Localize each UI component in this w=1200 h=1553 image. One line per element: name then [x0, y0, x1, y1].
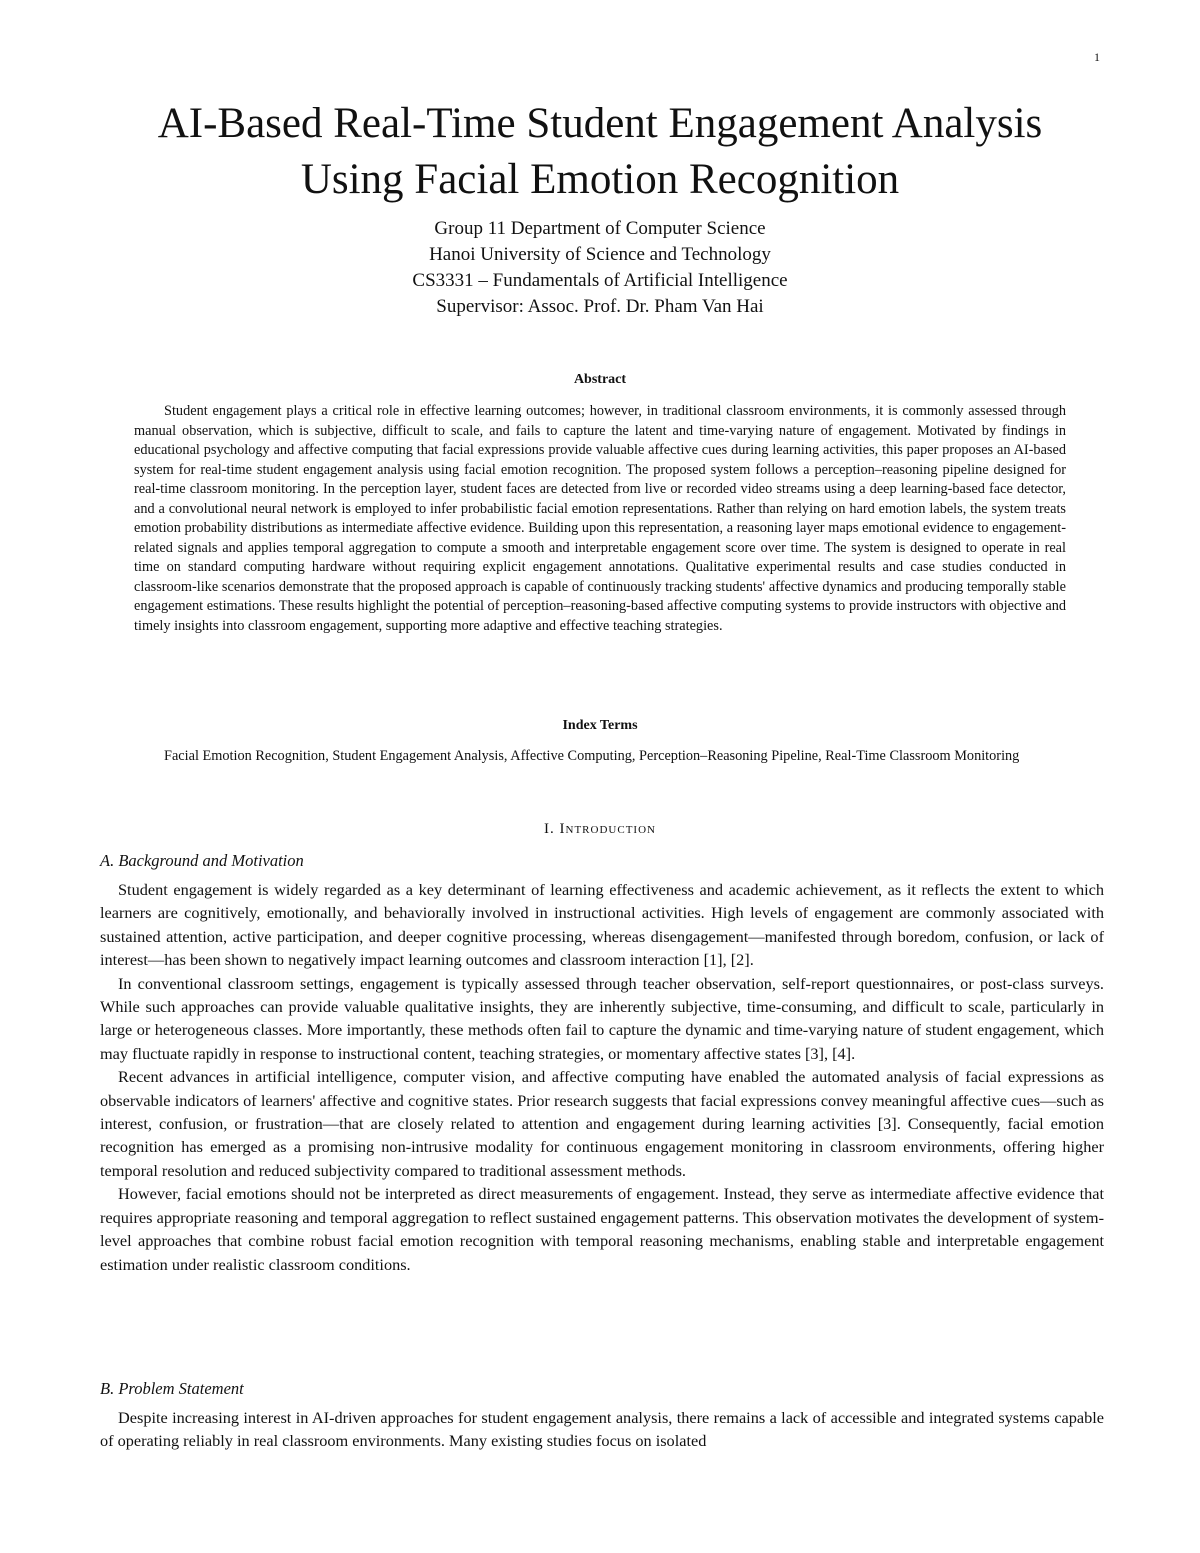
body-paragraph: Recent advances in artificial intelligence, computer vision, and affective computing have enabled the automated analysis of facial expressions as observable indicators of learners' affective and cognitive states. Prior research suggests that facial expressions convey meaningful affective cues—such as interest, confusion, or frustration—that are closely related to attention and engagement during learning activities [3]. Consequently, facial emotion recognition has emerged as a promising non-intrusive modality for continuous engagement monitoring in classroom environments, offering higher temporal resolution and reduced subjectivity compared to traditional assessment methods. [100, 1067, 1104, 1180]
body-paragraph: However, facial emotions should not be interpreted as direct measurements of engagement. Instead, they serve as intermediate affective evidence that requires appropriate reasoning and temporal aggregation to reflect sustained engagement patterns. This observation motivates the development of system-level approaches that combine robust facial emotion recognition with temporal reasoning mechanisms, enabling stable and interpretable engagement estimation under realistic classroom conditions. [100, 1184, 1104, 1274]
index-terms-text: Facial Emotion Recognition, Student Engagement Analysis, Affective Computing, Perception–Reasoning Pipeline, Real-Time Classroom Monitoring [164, 748, 1020, 764]
body-paragraph: Student engagement is widely regarded as a key determinant of learning effectiveness and academic achievement, as it reflects the extent to which learners are cognitively, emotionally, and behaviorally involved in instructional activities. High levels of engagement are commonly associated with sustained attention, active participation, and deeper cognitive processing, whereas disengagement—manifested through boredom, confusion, or lack of interest—has been shown to negatively impact learning outcomes and classroom interaction [1], [2]. [100, 880, 1104, 970]
background-body [100, 878, 1104, 1276]
author-group: Group 11 Department of Computer Science [434, 218, 766, 239]
author-supervisor: Supervisor: Assoc. Prof. Dr. Pham Van Hai [436, 296, 764, 317]
subsection-heading-problem-statement: B. Problem Statement [100, 1379, 244, 1398]
subsection-heading-background: A. Background and Motivation [100, 851, 304, 870]
body-paragraph: Despite increasing interest in AI-driven approaches for student engagement analysis, there remains a lack of accessible and integrated systems capable of operating reliably in real classroom environments. Many existing studies focus on isolated [100, 1408, 1104, 1451]
problem-statement-body [100, 1406, 1104, 1453]
body-paragraph: In conventional classroom settings, engagement is typically assessed through teacher observation, self-report questionnaires, or post-class surveys. While such approaches can provide valuable qualitative insights, they are inherently subjective, time-consuming, and difficult to scale, particularly in large or heterogeneous classes. More importantly, these methods often fail to capture the dynamic and time-varying nature of student engagement, which may fluctuate rapidly in response to instructional content, teaching strategies, or momentary affective states [3], [4]. [100, 973, 1104, 1063]
paper-title-line-1: AI-Based Real-Time Student Engagement Analysis [157, 100, 1043, 147]
paper-title-line-2: Using Facial Emotion Recognition [300, 156, 900, 203]
author-university: Hanoi University of Science and Technology [429, 244, 771, 265]
index-terms-heading: Index Terms [562, 718, 638, 733]
section-heading-introduction: I. Introduction [544, 821, 656, 837]
author-block [100, 216, 1100, 320]
abstract-heading: Abstract [573, 372, 627, 387]
author-course: CS3331 – Fundamentals of Artificial Intelligence [412, 270, 788, 291]
paper-title [60, 96, 1140, 208]
abstract-text: Student engagement plays a critical role in effective learning outcomes; however, in traditional classroom environments, it is commonly assessed through manual observation, which is subjective, difficult to scale, and fails to capture the latent and time-varying nature of engagement. Motivated by findings in educational psychology and affective computing that facial expressions provide valuable affective cues during learning activities, this paper proposes an AI-based system for real-time student engagement analysis using facial emotion recognition. The proposed system follows a perception–reasoning pipeline designed for real-time classroom monitoring. In the perception layer, student faces are detected from live or recorded video streams using a deep learning-based face detector, and a convolutional neural network is employed to infer probabilistic facial emotion representations. Rather than relying on hard emotion labels, the system treats emotion probability distributions as intermediate affective evidence. Building upon this representation, a reasoning layer maps emotional evidence to engagement-related signals and applies temporal aggregation to compute a smooth and interpretable engagement score over time. The system is designed to operate in real time on standard computing hardware without requiring explicit engagement annotations. Qualitative experimental results and case studies conducted in classroom-like scenarios demonstrate that the proposed approach is capable of continuously tracking students' affective dynamics and producing temporally stable engagement estimations. These results highlight the potential of perception–reasoning-based affective computing systems to provide instructors with objective and timely insights into classroom engagement, supporting more adaptive and effective teaching strategies. [134, 403, 1066, 634]
page-number: 1 [1094, 50, 1100, 64]
